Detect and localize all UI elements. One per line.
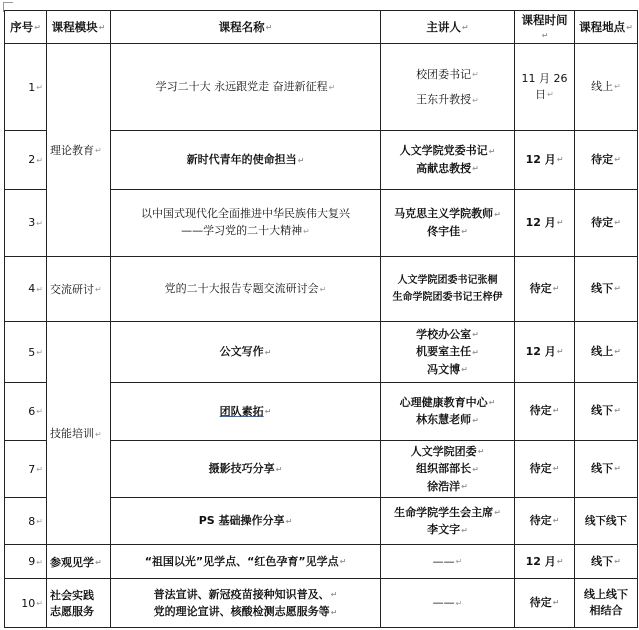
place-cell: 线下↵ (575, 440, 638, 498)
time-cell: 待定↵ (515, 256, 575, 322)
course-title: “祖国以光”见学点、“红色孕育”见学点↵ (111, 544, 381, 578)
course-title: 公文写作↵ (111, 322, 381, 383)
place-cell: 线下↵ (575, 256, 638, 322)
table-row (5, 544, 638, 578)
row-index: 4↵ (5, 256, 47, 322)
header-title: 课程名称↵ (111, 11, 381, 44)
table-row (5, 44, 638, 131)
speaker-cell: ——↵ (381, 544, 515, 578)
time-cell: 12 月↵ (515, 544, 575, 578)
table-row (5, 322, 638, 383)
speaker-cell: 校团委书记↵ 王东升教授↵ (381, 44, 515, 131)
course-title: 学习二十大 永远跟党走 奋进新征程↵ (111, 44, 381, 131)
place-cell: 线上↵ (575, 322, 638, 383)
place-cell: 线下↵ (575, 544, 638, 578)
time-cell: 12 月↵ (515, 322, 575, 383)
course-title: 摄影技巧分享↵ (111, 440, 381, 498)
time-cell: 12 月↵ (515, 189, 575, 256)
course-title: 普法宣讲、新冠疫苗接种知识普及、↵ 党的理论宣讲、核酸检测志愿服务等↵ (111, 579, 381, 628)
speaker-cell: 马克思主义学院教师↵ 佟宇佳↵ (381, 189, 515, 256)
table-row (5, 256, 638, 322)
time-cell: 11 月 26 日↵ (515, 44, 575, 131)
place-cell: 线下↵ (575, 383, 638, 441)
time-cell: 待定↵ (515, 579, 575, 628)
module-cell-skills: 技能培训↵ (47, 322, 111, 545)
speaker-cell: 学校办公室↵ 机要室主任↵ 冯文博↵ (381, 322, 515, 383)
module-cell-practice: 社会实践 志愿服务 (47, 579, 111, 628)
course-schedule-table (4, 10, 638, 628)
speaker-cell: 人文学院团委↵ 组织部部长↵ 徐浩洋↵ (381, 440, 515, 498)
place-cell: 线下线下 (575, 498, 638, 545)
row-index: 1↵ (5, 44, 47, 131)
row-index: 10↵ (5, 579, 47, 628)
place-cell: 线上↵ (575, 44, 638, 131)
course-title: PS 基础操作分享↵ (111, 498, 381, 545)
header-time: 课程时间↵ (515, 11, 575, 44)
place-cell: 线上线下相结合 (575, 579, 638, 628)
row-index: 2↵ (5, 131, 47, 190)
speaker-cell: 人文学院党委书记↵ 高献忠教授↵ (381, 131, 515, 190)
course-title: 新时代青年的使命担当↵ (111, 131, 381, 190)
module-cell-visit: 参观见学↵ (47, 544, 111, 578)
time-cell: 待定↵ (515, 498, 575, 545)
speaker-cell: 生命学院学生会主席↵ 李文字↵ (381, 498, 515, 545)
place-cell: 待定↵ (575, 131, 638, 190)
header-module: 课程模块↵ (47, 11, 111, 44)
header-place: 课程地点↵ (575, 11, 638, 44)
header-row (5, 11, 638, 44)
speaker-cell: 心理健康教育中心↵ 林东慧老师↵ (381, 383, 515, 441)
module-cell-exchange: 交流研讨↵ (47, 256, 111, 322)
time-cell: 待定↵ (515, 383, 575, 441)
row-index: 6↵ (5, 383, 47, 441)
header-index: 序号↵ (5, 11, 47, 44)
row-index: 7↵ (5, 440, 47, 498)
row-index: 5↵ (5, 322, 47, 383)
speaker-cell: ——↵ (381, 579, 515, 628)
course-title: 团队素拓↵ (111, 383, 381, 441)
time-cell: 待定↵ (515, 440, 575, 498)
time-cell: 12 月↵ (515, 131, 575, 190)
course-title: 以中国式现代化全面推进中华民族伟大复兴 ——学习党的二十大精神↵ (111, 189, 381, 256)
place-cell: 待定↵ (575, 189, 638, 256)
module-cell-theory: 理论教育↵ (47, 44, 111, 257)
speaker-cell: 人文学院团委书记张桐 生命学院团委书记王梓伊 (381, 256, 515, 322)
row-index: 9↵ (5, 544, 47, 578)
header-speaker: 主讲人↵ (381, 11, 515, 44)
course-title: 党的二十大报告专题交流研讨会↵ (111, 256, 381, 322)
row-index: 8↵ (5, 498, 47, 545)
table-row (5, 579, 638, 628)
row-index: 3↵ (5, 189, 47, 256)
